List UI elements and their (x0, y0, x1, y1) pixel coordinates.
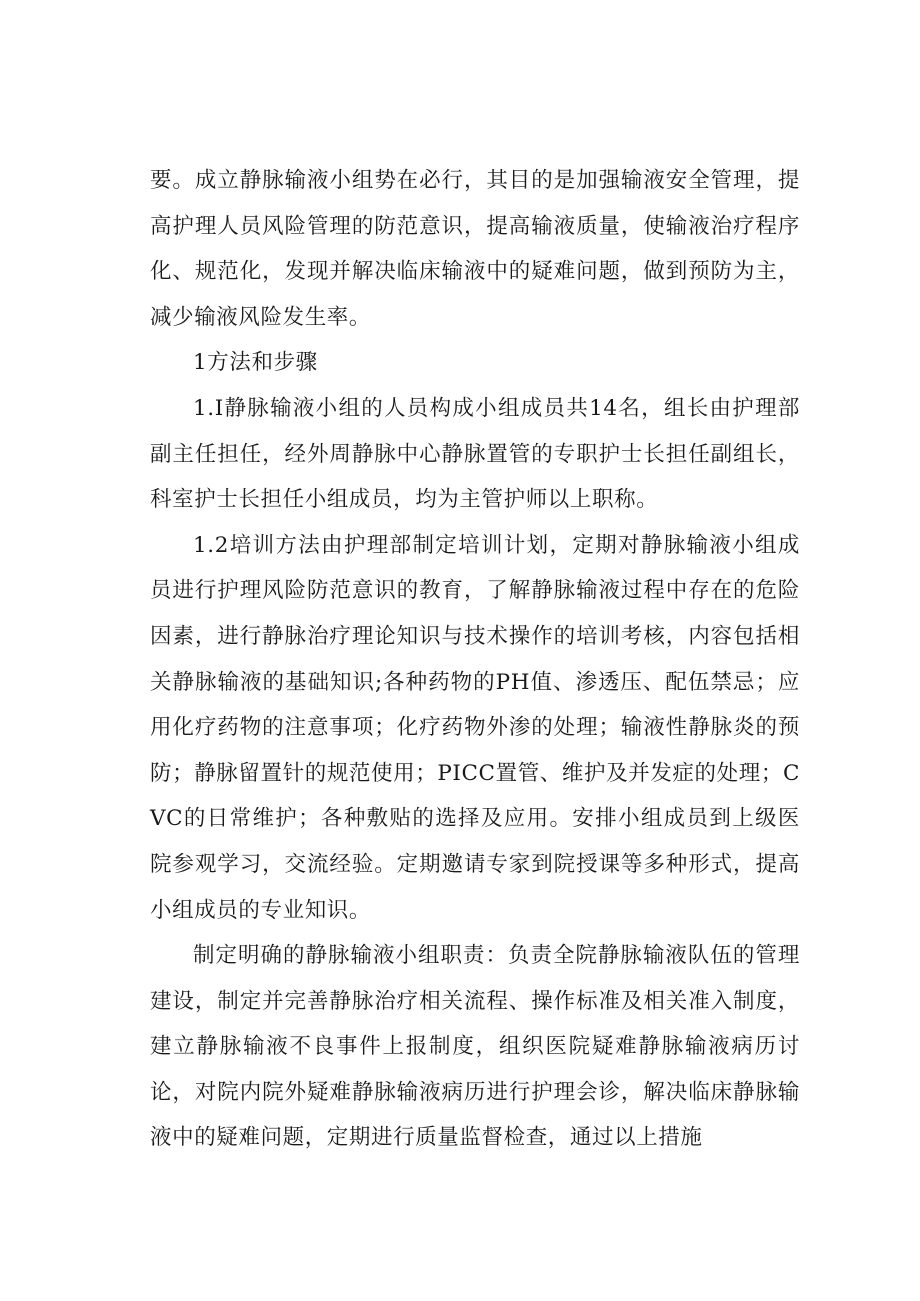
paragraph-team-composition: 1.I静脉输液小组的人员构成小组成员共14名，组长由护理部副主任担任，经外周静脉中心静脉置管的专职护士长担任副组长，科室护士长担任小组成员，均为主管护师以上职称。 (150, 395, 800, 513)
paragraph-continuation: 要。成立静脉输液小组势在必行，其目的是加强输液安全管理，提高护理人员风险管理的防范意识，提高输液质量，使输液治疗程序化、规范化，发现并解决临床输液中的疑难问题，做到预防为主，减少输液风险发生率。 (150, 168, 800, 330)
paragraph-training-methods: 1.2培训方法由护理部制定培训计划，定期对静脉输液小组成员进行护理风险防范意识的教育，了解静脉输液过程中存在的危险因素，进行静脉治疗理论知识与技术操作的培训考核，内容包括相关静脉输液的基础知识;各种药物的PH值、渗透压、配伍禁忌；应用化疗药物的注意事项；化疗药物外渗的处理；输液性静脉炎的预防；静脉留置针的规范使用；PICC置管、维护及并发症的处理；CVC的日常维护；各种敷贴的选择及应用。安排小组成员到上级医院参观学习，交流经验。定期邀请专家到院授课等多种形式，提高小组成员的专业知识。 (150, 532, 800, 923)
section-heading-methods: 1方法和步骤 (193, 350, 318, 376)
body-text (150, 158, 800, 1161)
paragraph-team-duties: 制定明确的静脉输液小组职责：负责全院静脉输液队伍的管理建设，制定并完善静脉治疗相关流程、操作标准及相关准入制度，建立静脉输液不良事件上报制度，组织医院疑难静脉输液病历讨论，对院内院外疑难静脉输液病历进行护理会诊，解决临床静脉输液中的疑难问题，定期进行质量监督检查，通过以上措施 (150, 943, 800, 1151)
